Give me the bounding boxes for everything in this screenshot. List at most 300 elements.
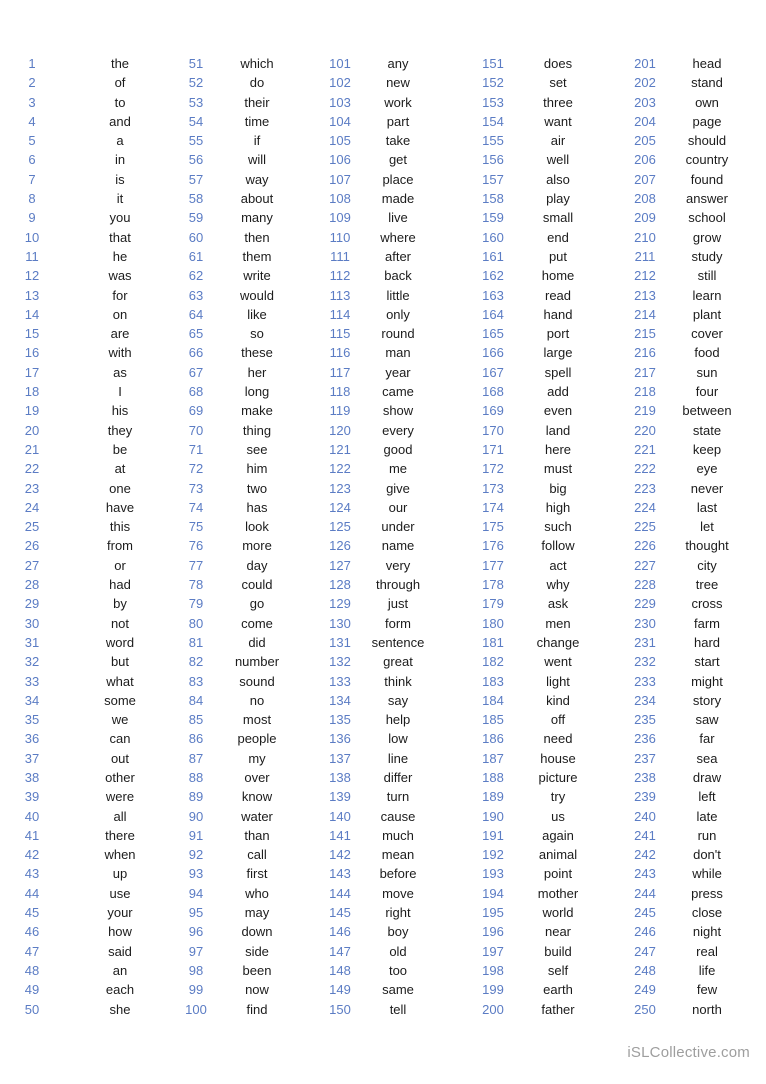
word-row — [621, 864, 745, 883]
word-text: play — [546, 191, 570, 207]
rank-number: 240 — [634, 808, 656, 824]
word-text: use — [109, 885, 131, 901]
word-row — [172, 266, 294, 285]
rank-number: 109 — [329, 210, 351, 226]
word-text: made — [381, 191, 415, 207]
word-text: while — [692, 866, 722, 882]
rank-number: 48 — [24, 962, 40, 978]
word-text: want — [544, 113, 572, 129]
word-row — [469, 131, 599, 150]
word-row — [621, 498, 745, 517]
rank-number: 199 — [482, 982, 504, 998]
word-row — [172, 884, 294, 903]
word-text: the — [110, 56, 130, 71]
word-row — [172, 208, 294, 227]
word-row — [172, 864, 294, 883]
word-row — [469, 768, 599, 787]
word-row — [469, 845, 599, 864]
word-row — [621, 807, 745, 826]
word-text: too — [388, 962, 408, 978]
rank-number: 32 — [24, 654, 40, 670]
rank-number: 197 — [482, 943, 504, 959]
word-text: three — [543, 94, 573, 110]
word-text: north — [692, 1001, 722, 1017]
word-row — [316, 961, 432, 980]
word-text: not — [110, 615, 130, 631]
word-text: night — [692, 924, 722, 940]
rank-number: 169 — [482, 403, 504, 419]
word-row — [621, 961, 745, 980]
rank-number: 201 — [634, 56, 656, 71]
word-row — [316, 1000, 432, 1019]
word-row — [172, 652, 294, 671]
rank-number: 93 — [188, 866, 204, 882]
word-row — [8, 749, 184, 768]
word-text: late — [696, 808, 718, 824]
word-text: say — [387, 692, 409, 708]
word-text: mean — [381, 847, 415, 863]
word-text: big — [549, 480, 567, 496]
word-row — [316, 131, 432, 150]
word-row — [8, 980, 184, 999]
rank-number: 69 — [188, 403, 204, 419]
rank-number: 112 — [329, 268, 351, 284]
word-row — [172, 556, 294, 575]
rank-number: 227 — [634, 557, 656, 573]
rank-number: 127 — [329, 557, 351, 573]
word-row — [621, 131, 745, 150]
word-row — [621, 672, 745, 691]
word-text: found — [690, 171, 724, 187]
word-row — [8, 845, 184, 864]
word-row — [172, 768, 294, 787]
word-row — [316, 247, 432, 266]
word-text: no — [249, 692, 265, 708]
word-row — [316, 536, 432, 555]
word-row — [8, 672, 184, 691]
word-row — [172, 633, 294, 652]
word-text: did — [248, 634, 266, 650]
rank-number: 204 — [634, 113, 656, 129]
rank-number: 243 — [634, 866, 656, 882]
rank-number: 29 — [24, 596, 40, 612]
word-row — [316, 324, 432, 343]
word-row — [8, 710, 184, 729]
rank-number: 246 — [634, 924, 656, 940]
word-text: when — [104, 847, 136, 863]
word-row — [621, 922, 745, 941]
word-text: low — [388, 731, 408, 747]
word-row — [469, 73, 599, 92]
word-text: at — [114, 461, 126, 477]
rank-number: 78 — [188, 577, 204, 593]
word-text: about — [240, 191, 274, 207]
word-row — [316, 73, 432, 92]
word-row — [316, 729, 432, 748]
rank-number: 101 — [329, 56, 351, 71]
word-text: again — [542, 827, 574, 843]
rank-number: 20 — [24, 422, 40, 438]
rank-number: 18 — [24, 384, 40, 400]
word-text: so — [250, 326, 264, 342]
rank-number: 42 — [24, 847, 40, 863]
word-text: mother — [537, 885, 579, 901]
rank-number: 46 — [24, 924, 40, 940]
rank-number: 75 — [188, 519, 204, 535]
rank-number: 64 — [188, 306, 204, 322]
word-row — [8, 517, 184, 536]
word-row — [621, 286, 745, 305]
rank-number: 249 — [634, 982, 656, 998]
word-text: why — [546, 577, 570, 593]
rank-number: 126 — [329, 538, 351, 554]
rank-number: 138 — [329, 769, 351, 785]
word-text: high — [545, 499, 571, 515]
word-text: world — [542, 905, 574, 921]
rank-number: 39 — [24, 789, 40, 805]
word-row — [8, 150, 184, 169]
word-row — [172, 845, 294, 864]
word-row — [316, 652, 432, 671]
word-text: cause — [380, 808, 416, 824]
word-text: them — [242, 248, 272, 264]
word-row — [469, 826, 599, 845]
word-text: earth — [543, 982, 573, 998]
word-row — [621, 556, 745, 575]
rank-number: 179 — [482, 596, 504, 612]
word-row — [469, 729, 599, 748]
word-text: page — [692, 113, 722, 129]
word-row — [316, 845, 432, 864]
rank-number: 44 — [24, 885, 40, 901]
word-text: differ — [383, 769, 413, 785]
rank-number: 205 — [634, 133, 656, 149]
word-row — [316, 170, 432, 189]
word-row — [621, 112, 745, 131]
word-text: off — [550, 712, 566, 728]
rank-number: 128 — [329, 577, 351, 593]
word-text: must — [543, 461, 573, 477]
rank-number: 155 — [482, 133, 504, 149]
word-row — [469, 614, 599, 633]
rank-number: 225 — [634, 519, 656, 535]
word-text: build — [544, 943, 572, 959]
word-text: get — [388, 152, 408, 168]
word-row — [621, 440, 745, 459]
rank-number: 13 — [24, 287, 40, 303]
word-text: a — [116, 133, 124, 149]
word-row — [8, 768, 184, 787]
rank-number: 236 — [634, 731, 656, 747]
rank-number: 99 — [188, 982, 204, 998]
word-row — [469, 594, 599, 613]
rank-number: 80 — [188, 615, 204, 631]
word-text: man — [385, 345, 411, 361]
word-text: new — [386, 75, 410, 91]
word-text: for — [112, 287, 128, 303]
word-text: with — [108, 345, 132, 361]
word-text: school — [688, 210, 726, 226]
word-text: does — [543, 56, 573, 71]
rank-number: 21 — [24, 441, 40, 457]
rank-number: 181 — [482, 634, 504, 650]
word-text: well — [546, 152, 570, 168]
word-row — [316, 768, 432, 787]
word-text: many — [241, 210, 273, 226]
word-row — [469, 54, 599, 73]
word-row — [621, 459, 745, 478]
rank-number: 100 — [185, 1001, 207, 1017]
word-text: we — [111, 712, 129, 728]
word-text: kind — [546, 692, 570, 708]
word-row — [172, 228, 294, 247]
word-row — [469, 401, 599, 420]
word-text: than — [244, 827, 270, 843]
word-text: us — [551, 808, 565, 824]
word-row — [316, 787, 432, 806]
word-text: come — [241, 615, 273, 631]
word-row — [316, 922, 432, 941]
rank-number: 188 — [482, 769, 504, 785]
word-row — [172, 922, 294, 941]
word-text: four — [695, 384, 719, 400]
rank-number: 25 — [24, 519, 40, 535]
rank-number: 183 — [482, 673, 504, 689]
word-row — [621, 228, 745, 247]
word-row — [172, 54, 294, 73]
word-text: turn — [386, 789, 410, 805]
word-text: their — [244, 94, 270, 110]
word-row — [469, 922, 599, 941]
word-text: boy — [387, 924, 409, 940]
word-row — [469, 305, 599, 324]
rank-number: 230 — [634, 615, 656, 631]
word-row — [469, 150, 599, 169]
word-row — [8, 922, 184, 941]
word-text: own — [695, 94, 719, 110]
word-text: round — [381, 326, 415, 342]
rank-number: 242 — [634, 847, 656, 863]
rank-number: 96 — [188, 924, 204, 940]
word-text: you — [109, 210, 131, 226]
rank-number: 203 — [634, 94, 656, 110]
word-text: find — [246, 1001, 268, 1017]
rank-number: 187 — [482, 750, 504, 766]
rank-number: 115 — [329, 326, 351, 342]
word-row — [316, 691, 432, 710]
rank-number: 216 — [634, 345, 656, 361]
word-row — [316, 749, 432, 768]
word-row — [621, 575, 745, 594]
word-row — [8, 942, 184, 961]
word-text: think — [384, 673, 412, 689]
word-text: far — [699, 731, 715, 747]
word-row — [172, 903, 294, 922]
word-row — [8, 93, 184, 112]
word-row — [172, 826, 294, 845]
word-column-4 — [469, 54, 599, 1019]
rank-number: 189 — [482, 789, 504, 805]
word-text: there — [105, 827, 135, 843]
word-row — [469, 440, 599, 459]
word-row — [316, 266, 432, 285]
word-text: large — [543, 345, 573, 361]
word-row — [172, 112, 294, 131]
rank-number: 26 — [24, 538, 40, 554]
word-text: over — [244, 769, 270, 785]
rank-number: 102 — [329, 75, 351, 91]
word-text: that — [109, 229, 131, 245]
word-text: plant — [692, 306, 722, 322]
word-row — [621, 343, 745, 362]
rank-number: 90 — [188, 808, 204, 824]
word-row — [469, 633, 599, 652]
rank-number: 120 — [329, 422, 351, 438]
word-row — [621, 382, 745, 401]
rank-number: 163 — [482, 287, 504, 303]
word-text: light — [546, 673, 570, 689]
rank-number: 88 — [188, 769, 204, 785]
rank-number: 149 — [329, 982, 351, 998]
word-text: city — [697, 557, 717, 573]
rank-number: 28 — [24, 577, 40, 593]
rank-number: 15 — [24, 326, 40, 342]
word-row — [172, 131, 294, 150]
word-row — [316, 672, 432, 691]
word-text: take — [385, 133, 411, 149]
word-row — [469, 961, 599, 980]
word-text: ask — [547, 596, 569, 612]
word-text: know — [241, 789, 273, 805]
word-row — [172, 787, 294, 806]
word-row — [172, 961, 294, 980]
word-text: port — [546, 326, 570, 342]
word-row — [469, 189, 599, 208]
word-row — [621, 305, 745, 324]
word-row — [469, 575, 599, 594]
rank-number: 237 — [634, 750, 656, 766]
rank-number: 202 — [634, 75, 656, 91]
word-text: end — [547, 229, 569, 245]
word-row — [316, 305, 432, 324]
word-text: part — [386, 113, 410, 129]
word-row — [8, 112, 184, 131]
word-text: of — [114, 75, 126, 91]
word-text: also — [546, 171, 570, 187]
word-row — [469, 93, 599, 112]
word-text: head — [692, 56, 722, 71]
rank-number: 248 — [634, 962, 656, 978]
word-row — [469, 228, 599, 247]
word-text: move — [382, 885, 414, 901]
rank-number: 250 — [634, 1001, 656, 1017]
word-text: all — [113, 808, 127, 824]
rank-number: 174 — [482, 499, 504, 515]
word-row — [469, 517, 599, 536]
rank-number: 228 — [634, 577, 656, 593]
word-text: what — [106, 673, 134, 689]
rank-number: 57 — [188, 171, 204, 187]
word-text: follow — [541, 538, 575, 554]
rank-number: 238 — [634, 769, 656, 785]
rank-number: 34 — [24, 692, 40, 708]
word-row — [469, 864, 599, 883]
word-row — [172, 575, 294, 594]
word-row — [469, 247, 599, 266]
word-text: life — [698, 962, 716, 978]
word-row — [8, 556, 184, 575]
rank-number: 50 — [24, 1001, 40, 1017]
word-row — [316, 189, 432, 208]
word-text: study — [691, 248, 723, 264]
word-row — [316, 343, 432, 362]
word-row — [469, 421, 599, 440]
word-row — [316, 980, 432, 999]
word-text: two — [246, 480, 268, 496]
word-row — [172, 517, 294, 536]
word-text: down — [241, 924, 273, 940]
rank-number: 211 — [634, 248, 656, 264]
rank-number: 239 — [634, 789, 656, 805]
rank-number: 76 — [188, 538, 204, 554]
word-row — [8, 826, 184, 845]
rank-number: 219 — [634, 403, 656, 419]
rank-number: 212 — [634, 268, 656, 284]
word-text: put — [548, 248, 568, 264]
rank-number: 23 — [24, 480, 40, 496]
word-row — [621, 189, 745, 208]
word-text: spell — [544, 364, 572, 380]
rank-number: 192 — [482, 847, 504, 863]
word-row — [8, 286, 184, 305]
word-text: self — [547, 962, 569, 978]
word-row — [621, 594, 745, 613]
word-row — [8, 536, 184, 555]
word-row — [469, 363, 599, 382]
rank-number: 5 — [28, 133, 36, 149]
rank-number: 154 — [482, 113, 504, 129]
word-text: long — [244, 384, 270, 400]
rank-number: 74 — [188, 499, 204, 515]
word-text: thing — [242, 422, 272, 438]
word-text: story — [692, 692, 722, 708]
rank-number: 247 — [634, 943, 656, 959]
word-row — [316, 112, 432, 131]
rank-number: 168 — [482, 384, 504, 400]
rank-number: 153 — [482, 94, 504, 110]
word-row — [8, 961, 184, 980]
rank-number: 180 — [482, 615, 504, 631]
rank-number: 121 — [329, 441, 351, 457]
rank-number: 14 — [24, 306, 40, 322]
word-row — [469, 112, 599, 131]
rank-number: 83 — [188, 673, 204, 689]
word-row — [8, 594, 184, 613]
rank-number: 91 — [188, 827, 204, 843]
rank-number: 105 — [329, 133, 351, 149]
word-row — [469, 459, 599, 478]
word-text: any — [387, 56, 409, 71]
word-text: saw — [695, 712, 719, 728]
word-text: tell — [389, 1001, 407, 1017]
word-row — [172, 1000, 294, 1019]
word-row — [316, 884, 432, 903]
word-text: press — [691, 885, 723, 901]
word-row — [8, 633, 184, 652]
word-row — [8, 247, 184, 266]
rank-number: 3 — [28, 94, 36, 110]
rank-number: 150 — [329, 1001, 351, 1017]
